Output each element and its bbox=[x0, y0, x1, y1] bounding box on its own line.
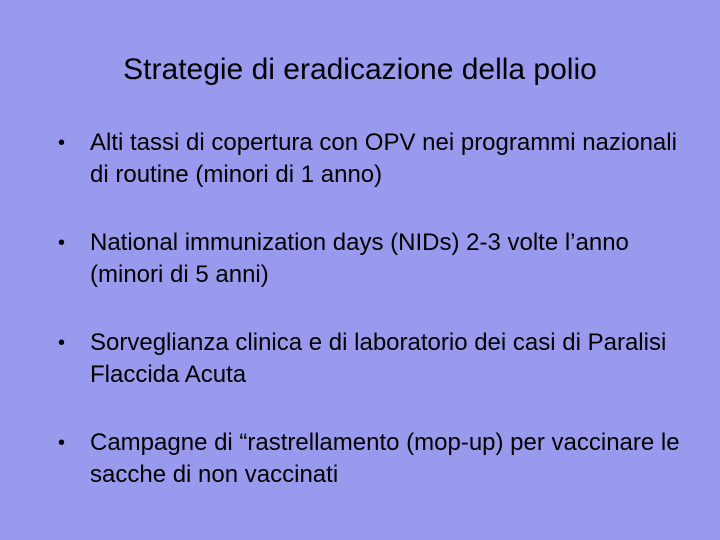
bullet-item-1 bbox=[58, 127, 698, 191]
bullet-marker: • bbox=[58, 132, 66, 154]
bullet-list bbox=[58, 127, 698, 527]
bullet-marker: • bbox=[58, 432, 66, 454]
bullet-item-2 bbox=[58, 227, 698, 291]
bullet-marker: • bbox=[58, 332, 66, 354]
bullet-text: National immunization days (NIDs) 2-3 volte l’anno (minori di 5 anni) bbox=[90, 229, 629, 288]
slide-title: Strategie di eradicazione della polio bbox=[123, 53, 597, 86]
bullet-item-4 bbox=[58, 427, 698, 491]
bullet-text: Sorveglianza clinica e di laboratorio dei casi di Paralisi Flaccida Acuta bbox=[90, 329, 667, 388]
bullet-marker: • bbox=[58, 232, 66, 254]
bullet-text: Alti tassi di copertura con OPV nei programmi nazionali di routine (minori di 1 anno) bbox=[90, 129, 677, 188]
bullet-text: Campagne di “rastrellamento (mop-up) per vaccinare le sacche di non vaccinati bbox=[90, 429, 680, 488]
bullet-item-3 bbox=[58, 327, 698, 391]
